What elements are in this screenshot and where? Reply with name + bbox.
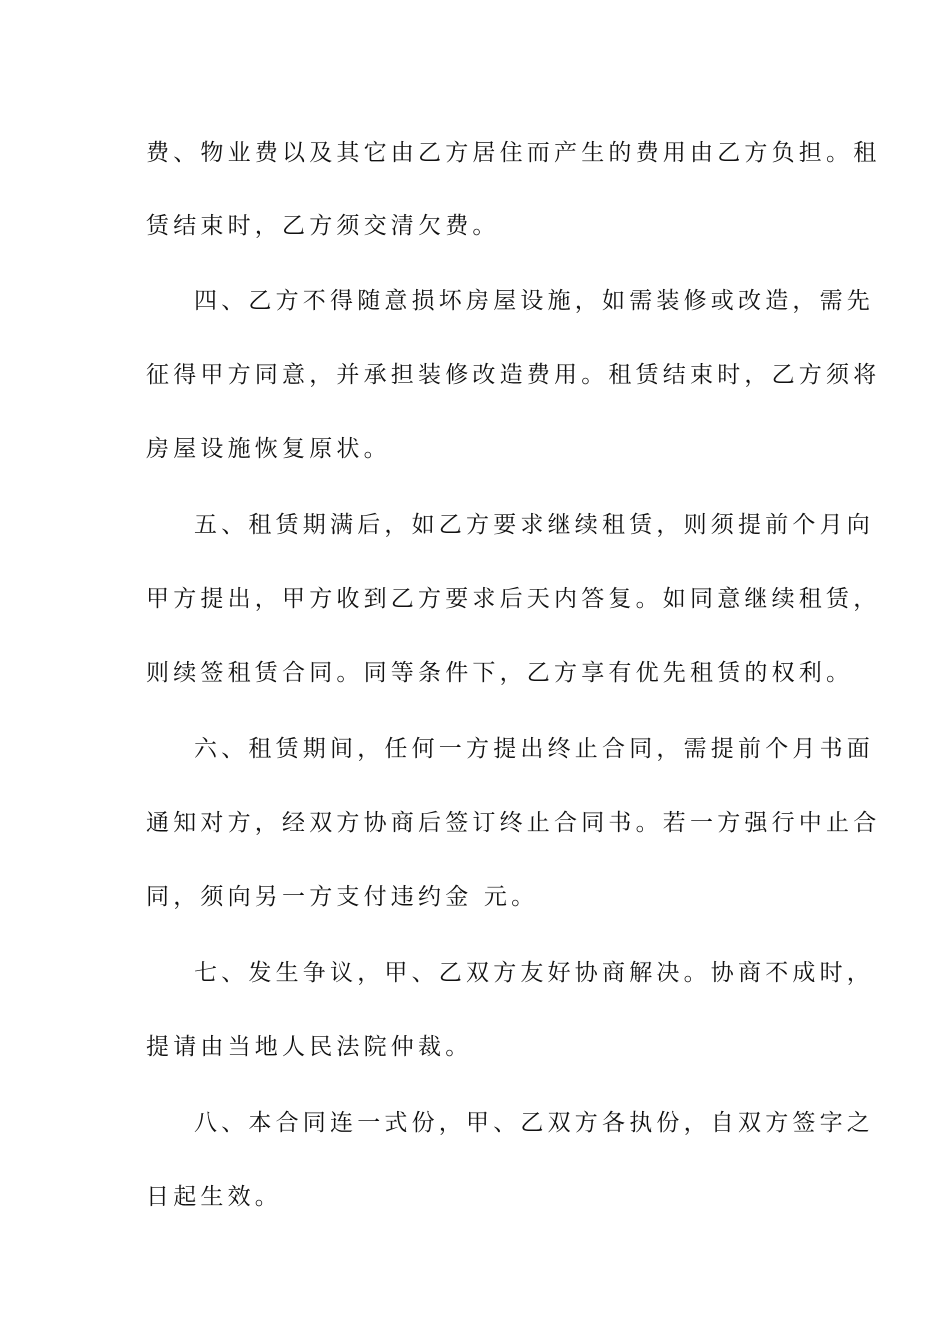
- text-line: 同，须向另一方支付违约金 元。: [146, 884, 539, 910]
- text-line: 房屋设施恢复原状。: [146, 436, 391, 462]
- text-line: 赁结束时，乙方须交清欠费。: [146, 213, 500, 239]
- paragraph-start-line: 八、本合同连一式份，甲、乙双方各执份，自双方签字之: [194, 1110, 874, 1136]
- text-line: 则续签租赁合同。同等条件下，乙方享有优先租赁的权利。: [146, 660, 854, 686]
- text-line: 甲方提出，甲方收到乙方要求后天内答复。如同意继续租赁，: [146, 586, 881, 612]
- paragraph-start-line: 四、乙方不得随意损坏房屋设施，如需装修或改造，需先: [194, 288, 874, 314]
- paragraph-start-line: 五、租赁期满后，如乙方要求继续租赁，则须提前个月向: [194, 512, 874, 538]
- text-line: 通知对方，经双方协商后签订终止合同书。若一方强行中止合: [146, 810, 881, 836]
- paragraph-start-line: 七、发生争议，甲、乙双方友好协商解决。协商不成时，: [194, 960, 874, 986]
- text-line: 征得甲方同意，并承担装修改造费用。租赁结束时，乙方须将: [146, 362, 881, 388]
- text-line: 费、物业费以及其它由乙方居住而产生的费用由乙方负担。租: [146, 140, 881, 166]
- text-line: 日起生效。: [146, 1184, 282, 1210]
- paragraph-start-line: 六、租赁期间，任何一方提出终止合同，需提前个月书面: [194, 736, 874, 762]
- text-line: 提请由当地人民法院仲裁。: [146, 1034, 473, 1060]
